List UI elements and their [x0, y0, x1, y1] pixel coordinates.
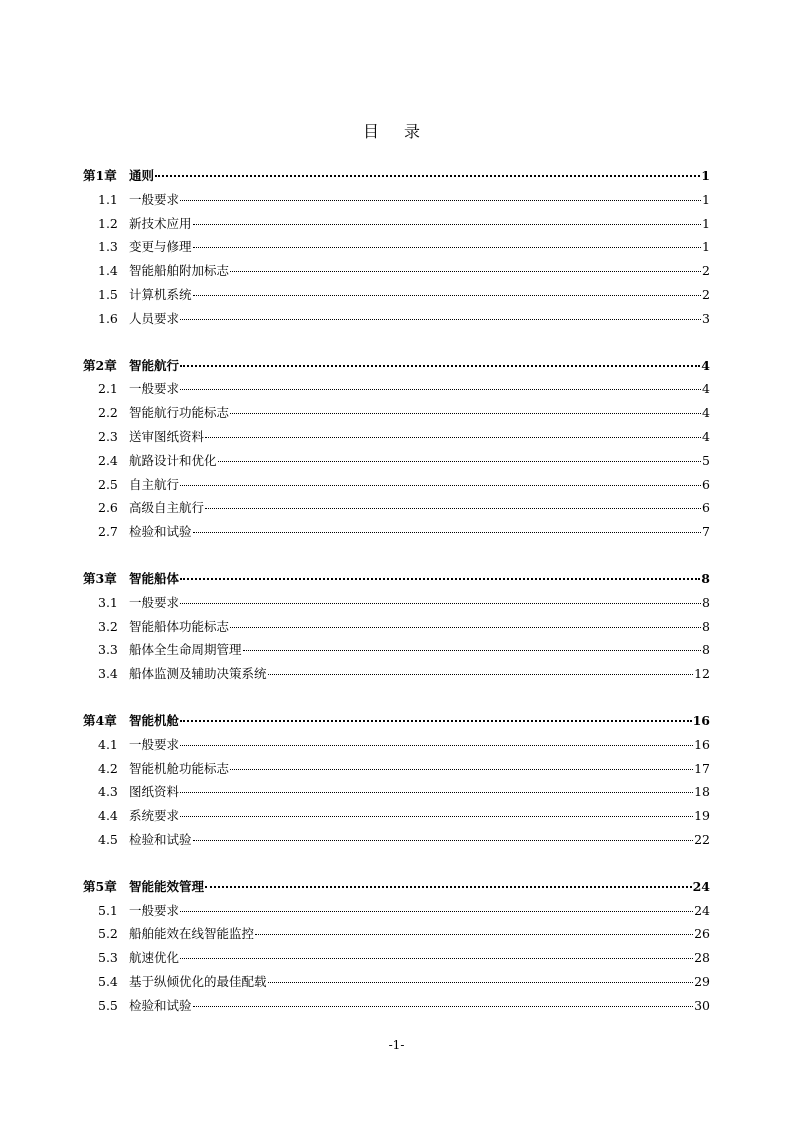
page-number-footer: -1-	[388, 1038, 405, 1052]
section-title: 一般要求	[129, 736, 180, 752]
dot-leader	[193, 295, 702, 296]
chapter-block	[83, 877, 710, 1020]
section-page-number: 2	[702, 263, 710, 279]
chapter-number: 第3章	[83, 570, 117, 586]
chapter-page-number: 16	[692, 712, 710, 728]
section-number: 5.1	[98, 902, 118, 918]
section-number: 4.1	[98, 736, 118, 752]
toc-section-entry[interactable]	[83, 498, 710, 522]
chapter-number: 第5章	[83, 878, 117, 894]
toc-section-entry[interactable]	[83, 285, 710, 309]
section-number: 1.5	[98, 286, 118, 302]
dot-leader	[180, 745, 693, 746]
section-page-number: 1	[702, 239, 710, 255]
toc-section-entry[interactable]	[83, 379, 710, 403]
dot-leader	[255, 934, 693, 935]
section-number: 5.4	[98, 973, 118, 989]
section-title: 自主航行	[129, 476, 180, 492]
section-title: 一般要求	[129, 902, 180, 918]
section-number: 3.1	[98, 594, 118, 610]
chapter-title: 智能能效管理	[129, 878, 205, 894]
chapter-block	[83, 569, 710, 688]
section-page-number: 28	[694, 950, 710, 966]
section-page-number: 22	[694, 831, 710, 847]
section-title: 船体全生命周期管理	[129, 642, 242, 658]
chapter-number: 第4章	[83, 712, 117, 728]
section-page-number: 8	[702, 618, 710, 634]
chapter-number: 第1章	[83, 168, 117, 183]
toc-section-entry[interactable]	[83, 664, 710, 688]
section-page-number: 30	[694, 997, 710, 1013]
dot-leader	[230, 413, 701, 414]
toc-section-entry[interactable]	[83, 948, 710, 972]
chapter-page-number: 24	[692, 878, 710, 894]
section-title: 人员要求	[129, 310, 180, 326]
section-number: 1.2	[98, 215, 118, 231]
dot-leader	[230, 627, 701, 628]
dot-leader	[180, 389, 701, 390]
section-page-number: 6	[702, 500, 710, 516]
section-number: 4.3	[98, 784, 118, 800]
section-page-number: 19	[694, 808, 710, 824]
section-title: 航路设计和优化	[129, 452, 217, 468]
section-number: 5.3	[98, 950, 118, 966]
section-title: 计算机系统	[129, 286, 192, 302]
section-page-number: 2	[702, 286, 710, 302]
toc-section-entry[interactable]	[83, 451, 710, 475]
section-title: 航速优化	[129, 950, 180, 966]
section-title: 基于纵倾优化的最佳配载	[129, 973, 267, 989]
dot-leader	[180, 485, 701, 486]
chapter-block	[83, 166, 710, 333]
section-number: 2.2	[98, 405, 118, 421]
toc-section-entry[interactable]	[83, 617, 710, 641]
toc-chapter-entry[interactable]	[83, 877, 710, 901]
chapter-block	[83, 356, 710, 546]
section-page-number: 16	[694, 736, 710, 752]
toc-section-entry[interactable]	[83, 214, 710, 238]
chapter-number: 第2章	[83, 357, 117, 373]
section-page-number: 24	[694, 902, 710, 918]
section-page-number: 5	[702, 452, 710, 468]
section-number: 2.1	[98, 381, 118, 397]
toc-section-entry[interactable]	[83, 593, 710, 617]
section-title: 一般要求	[129, 191, 180, 207]
section-title: 送审图纸资料	[129, 428, 205, 444]
section-page-number: 6	[702, 476, 710, 492]
section-title: 高级自主航行	[129, 500, 205, 516]
dot-leader	[193, 247, 702, 248]
chapter-title: 智能船体	[129, 570, 180, 586]
section-title: 系统要求	[129, 808, 180, 824]
section-title: 变更与修理	[129, 239, 192, 255]
chapter-page-number: 4	[701, 357, 710, 373]
section-title: 智能船体功能标志	[129, 618, 230, 634]
toc-section-entry[interactable]	[83, 475, 710, 499]
chapter-title: 智能机舱	[129, 712, 180, 728]
section-title: 新技术应用	[129, 215, 192, 231]
toc-section-entry[interactable]	[83, 735, 710, 759]
chapter-page-number: 1	[701, 168, 710, 183]
section-number: 4.2	[98, 760, 118, 776]
toc-chapter-entry[interactable]	[83, 166, 710, 190]
section-number: 2.7	[98, 524, 118, 540]
section-page-number: 17	[694, 760, 710, 776]
toc-section-entry[interactable]	[83, 996, 710, 1020]
toc-section-entry[interactable]	[83, 806, 710, 830]
dot-leader	[268, 982, 694, 983]
toc-section-entry[interactable]	[83, 759, 710, 783]
dot-leader	[180, 958, 693, 959]
section-number: 3.2	[98, 618, 118, 634]
chapter-title: 智能航行	[129, 357, 180, 373]
section-page-number: 4	[702, 381, 710, 397]
dot-leader	[243, 650, 702, 651]
section-number: 2.3	[98, 428, 118, 444]
dot-leader	[180, 816, 693, 817]
dot-leader	[205, 508, 701, 509]
dot-leader	[155, 175, 700, 177]
section-title: 船体监测及辅助决策系统	[129, 666, 267, 682]
section-page-number: 3	[702, 310, 710, 326]
dot-leader	[180, 365, 700, 367]
toc-section-entry[interactable]	[83, 190, 710, 214]
table-of-contents	[83, 166, 710, 1043]
dot-leader	[268, 674, 694, 675]
dot-leader	[180, 603, 701, 604]
section-page-number: 29	[694, 973, 710, 989]
toc-section-entry[interactable]	[83, 403, 710, 427]
section-page-number: 1	[702, 215, 710, 231]
section-title: 检验和试验	[129, 997, 192, 1013]
section-page-number: 18	[694, 784, 710, 800]
section-page-number: 4	[702, 428, 710, 444]
section-number: 5.2	[98, 926, 118, 942]
section-title: 智能船舶附加标志	[129, 263, 230, 279]
section-number: 2.5	[98, 476, 118, 492]
dot-leader	[180, 720, 692, 722]
toc-section-entry[interactable]	[83, 972, 710, 996]
section-page-number: 12	[694, 666, 710, 682]
toc-section-entry[interactable]	[83, 924, 710, 948]
section-title: 一般要求	[129, 381, 180, 397]
dot-leader	[193, 840, 694, 841]
section-title: 一般要求	[129, 594, 180, 610]
dot-leader	[180, 200, 701, 201]
toc-section-entry[interactable]	[83, 237, 710, 261]
section-number: 1.3	[98, 239, 118, 255]
section-page-number: 4	[702, 405, 710, 421]
chapter-title: 通则	[129, 168, 155, 183]
toc-chapter-entry[interactable]	[83, 711, 710, 735]
toc-section-entry[interactable]	[83, 522, 710, 546]
dot-leader	[193, 224, 702, 225]
dot-leader	[180, 319, 701, 320]
toc-section-entry[interactable]	[83, 309, 710, 333]
page-title: 目 录	[362, 122, 431, 141]
section-title: 检验和试验	[129, 524, 192, 540]
dot-leader	[218, 461, 702, 462]
dot-leader	[180, 911, 693, 912]
section-number: 3.3	[98, 642, 118, 658]
toc-section-entry[interactable]	[83, 261, 710, 285]
section-number: 2.6	[98, 500, 118, 516]
section-title: 智能机舱功能标志	[129, 760, 230, 776]
section-number: 2.4	[98, 452, 118, 468]
section-page-number: 7	[702, 524, 710, 540]
section-page-number: 8	[702, 594, 710, 610]
toc-chapter-entry[interactable]	[83, 569, 710, 593]
section-page-number: 1	[702, 191, 710, 207]
section-title: 图纸资料	[129, 784, 180, 800]
dot-leader	[193, 1006, 694, 1007]
section-title: 检验和试验	[129, 831, 192, 847]
toc-section-entry[interactable]	[83, 830, 710, 854]
dot-leader	[230, 769, 693, 770]
dot-leader	[180, 578, 700, 580]
chapter-block	[83, 711, 710, 854]
section-number: 1.6	[98, 310, 118, 326]
dot-leader	[205, 437, 701, 438]
section-title: 船舶能效在线智能监控	[129, 926, 255, 942]
toc-section-entry[interactable]	[83, 640, 710, 664]
section-number: 4.4	[98, 808, 118, 824]
dot-leader	[205, 886, 692, 888]
section-page-number: 26	[694, 926, 710, 942]
toc-section-entry[interactable]	[83, 901, 710, 925]
section-number: 5.5	[98, 997, 118, 1013]
section-page-number: 8	[702, 642, 710, 658]
section-number: 3.4	[98, 666, 118, 682]
section-number: 1.1	[98, 191, 118, 207]
dot-leader	[230, 271, 701, 272]
toc-section-entry[interactable]	[83, 427, 710, 451]
section-number: 1.4	[98, 263, 118, 279]
chapter-page-number: 8	[701, 570, 710, 586]
toc-chapter-entry[interactable]	[83, 356, 710, 380]
section-title: 智能航行功能标志	[129, 405, 230, 421]
section-number: 4.5	[98, 831, 118, 847]
dot-leader	[193, 532, 702, 533]
dot-leader	[180, 792, 693, 793]
toc-section-entry[interactable]	[83, 782, 710, 806]
